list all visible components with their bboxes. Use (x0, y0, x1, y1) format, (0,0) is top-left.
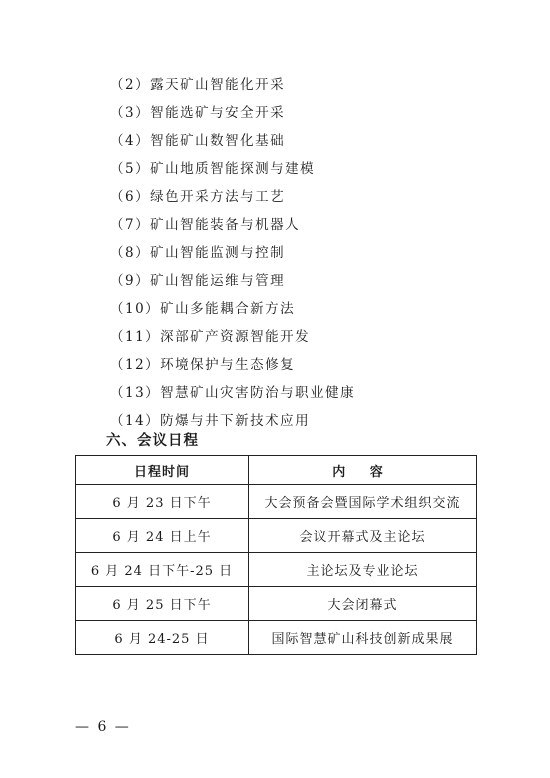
time-cell: 6 月 24 日上午 (76, 519, 249, 553)
table-row (76, 587, 477, 621)
time-cell: 6 月 24 日下午-25 日 (76, 553, 249, 587)
content-cell: 主论坛及专业论坛 (249, 553, 477, 587)
table-row (76, 553, 477, 587)
topic-item: （12）环境保护与生态修复 (110, 357, 296, 373)
content-cell: 大会闭幕式 (249, 587, 477, 621)
table-row (76, 621, 477, 655)
content-cell: 会议开幕式及主论坛 (249, 519, 477, 553)
topic-item: （11）深部矿产资源智能开发 (110, 329, 311, 345)
topic-item: （5）矿山地质智能探测与建模 (110, 161, 316, 177)
topic-item: （8）矿山智能监测与控制 (110, 245, 286, 261)
section-heading: 六、会议日程 (106, 433, 199, 449)
topic-item: （3）智能选矿与安全开采 (110, 105, 286, 121)
table-row (76, 485, 477, 519)
topic-item: （4）智能矿山数智化基础 (110, 133, 286, 149)
topic-list (110, 71, 355, 435)
table-row (76, 519, 477, 553)
topic-item: （6）绿色开采方法与工艺 (110, 189, 286, 205)
content-cell: 大会预备会暨国际学术组织交流 (249, 485, 477, 519)
schedule-table (75, 455, 477, 655)
topic-item: （7）矿山智能装备与机器人 (110, 217, 301, 233)
topic-item: （13）智慧矿山灾害防治与职业健康 (110, 385, 356, 401)
content-cell: 国际智慧矿山科技创新成果展 (249, 621, 477, 655)
time-cell: 6 月 23 日下午 (76, 485, 249, 519)
time-cell: 6 月 25 日下午 (76, 587, 249, 621)
header-time: 日程时间 (76, 456, 249, 485)
time-cell: 6 月 24-25 日 (76, 621, 249, 655)
topic-item: （10）矿山多能耦合新方法 (110, 301, 296, 317)
page-number: — 6 — (75, 719, 131, 735)
topic-item: （9）矿山智能运维与管理 (110, 273, 286, 289)
header-content: 内 容 (249, 456, 477, 485)
table-header-row (76, 456, 477, 485)
topic-item: （2）露天矿山智能化开采 (110, 77, 286, 93)
topic-item: （14）防爆与井下新技术应用 (110, 413, 311, 429)
